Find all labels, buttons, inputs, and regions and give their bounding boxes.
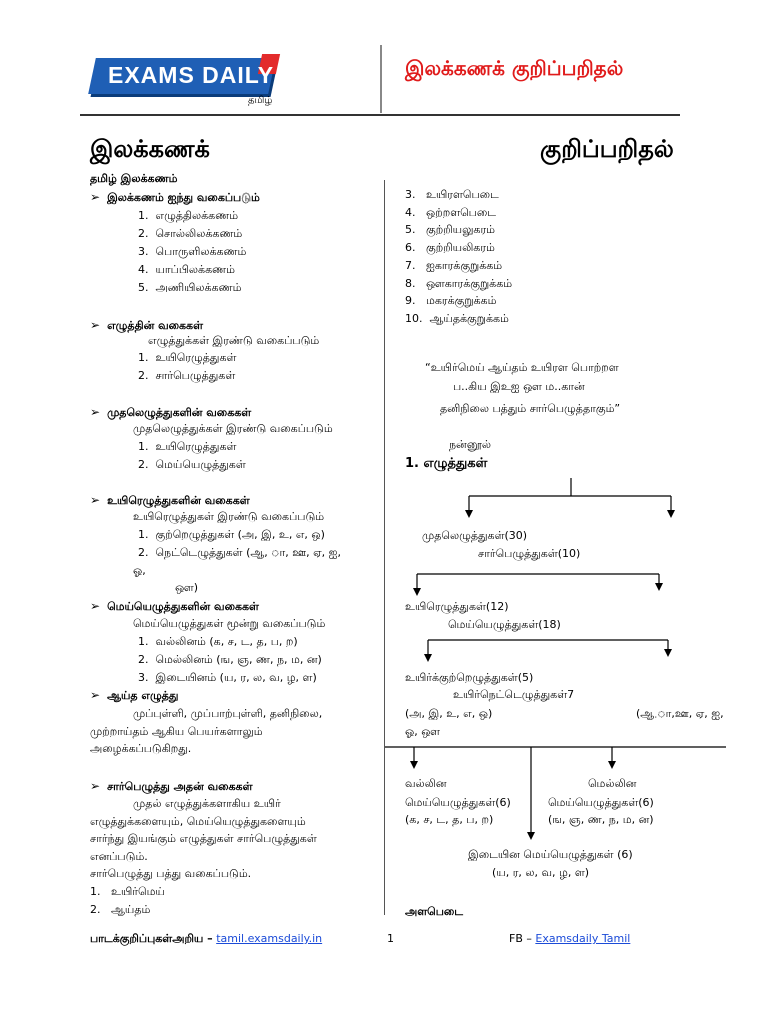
list-item: 9. மகரக்குறுக்கம்: [405, 294, 497, 307]
list-item: 7. ஐகாரக்குறுக்கம்: [405, 259, 503, 272]
list-item: 1. குற்றெழுத்துகள் (அ, இ, உ, எ, ஒ): [138, 528, 325, 541]
quote-line: “உயிர்மெய் ஆய்தம் உயிரள பொற்றள: [425, 361, 619, 374]
list-item: 2. சார்பெழுத்துகள்: [138, 369, 236, 382]
list-item: 4. ஒற்றளபெடை: [405, 206, 497, 219]
list-item: 1. எழுத்திலக்கணம்: [138, 209, 239, 222]
s7-line: முதல் எழுத்துக்களாகிய உயிர்: [133, 797, 281, 810]
list-item: 2. மெய்யெழுத்துகள்: [138, 458, 246, 471]
site-link[interactable]: tamil.examsdaily.in: [216, 932, 323, 945]
list-item: 3. இடையினம் (ய, ர, ல, வ, ழ, ள): [138, 671, 317, 684]
s5-heading: ➢ மெய்யெழுத்துகளின் வகைகள்: [90, 599, 259, 613]
tree-node: உயிரெழுத்துகள்(12): [405, 600, 509, 613]
list-item: 4. யாப்பிலக்கணம்: [138, 263, 235, 276]
quote-source: நன்னூல்: [449, 438, 492, 451]
tree-node: (ங, ஞ, ண, ந, ம, ன): [548, 813, 654, 826]
footer-left: [90, 932, 322, 947]
list-item: 3. பொருளிலக்கணம்: [138, 245, 247, 258]
fb-link[interactable]: Examsdaily Tamil: [535, 932, 631, 945]
s1-heading: தமிழ் இலக்கணம்: [90, 172, 178, 185]
s7-line: சார்பெழுத்து பத்து வகைப்படும்.: [90, 867, 252, 880]
tree-node: உயிர்நெட்டெழுத்துகள்7: [453, 688, 575, 701]
s5-intro: மெய்யெழுத்துகள் மூன்று வகைப்படும்: [133, 617, 326, 630]
footer-fb-label: FB –: [509, 932, 532, 945]
s2-intro: எழுத்துக்கள் இரண்டு வகைப்படும்: [148, 334, 320, 347]
s7-line: எழுத்துக்களையும், மெய்யெழுத்துகளையும்: [90, 815, 306, 828]
tree-node: மெல்லின: [588, 777, 637, 790]
list-item: 2. மெல்லினம் (ங, ஞ, ண, ந, ம, ன): [138, 653, 322, 666]
list-item: 1. வல்லினம் (க, ச, ட, த, ப, ற): [138, 635, 298, 648]
tree-node: ஓ, ஔ: [405, 725, 440, 738]
s4-intro: உயிரெழுத்துகள் இரண்டு வகைப்படும்: [133, 510, 325, 523]
list-item: 5. குற்றியலுகரம்: [405, 223, 495, 236]
list-item: 1. உயிரெழுத்துகள்: [138, 351, 237, 364]
s2-heading: ➢ எழுத்தின் வகைகள்: [90, 318, 204, 332]
tree-node: மெய்யெழுத்துகள்(6): [548, 796, 654, 809]
tree-node: மெய்யெழுத்துகள்(6): [405, 796, 511, 809]
footer-label: பாடக்குறிப்புகள்அறிய –: [90, 932, 213, 945]
tree-node: (அ, இ, உ, எ, ஒ): [405, 707, 493, 720]
list-item: 2. சொல்லிலக்கணம்: [138, 227, 243, 240]
s1-sub-text: இலக்கணம் ஐந்து வகைப்படும்: [107, 191, 260, 204]
tree-node: வல்லின: [405, 777, 447, 790]
s4-heading: ➢ உயிரெழுத்துகளின் வகைகள்: [90, 493, 250, 507]
page-number: 1: [387, 932, 394, 945]
logo-subtitle: தமிழ்: [248, 95, 273, 106]
s7-line: சார்ந்து இயங்கும் எழுத்துகள் சார்பெழுத்துகள்: [90, 832, 317, 845]
tree-node: முதலெழுத்துகள்(30): [422, 529, 528, 542]
list-item: 1. உயிர்மெய்: [90, 885, 165, 898]
s6-line: முற்றாய்தம் ஆகிய பெயர்களாலும்: [90, 725, 263, 738]
list-item: 5. அணியிலக்கணம்: [138, 281, 242, 294]
s6-line: அழைக்கப்படுகிறது.: [90, 742, 192, 755]
list-item: 1. உயிரெழுத்துகள்: [138, 440, 237, 453]
list-item: 10. ஆய்தக்குறுக்கம்: [405, 312, 509, 325]
quote-line: ப..கிய இஉஐ ஔ ம..கான்: [453, 380, 585, 393]
list-item: 3. உயிரளபெடை: [405, 188, 499, 201]
s3-heading: ➢ முதலெழுத்துகளின் வகைகள்: [90, 405, 252, 419]
list-item-cont: ஓ,: [133, 564, 146, 577]
section-label: அளபெடை: [405, 905, 464, 918]
tree-node: சார்பெழுத்துகள்(10): [478, 547, 581, 560]
s6-line: முப்புள்ளி, முப்பாற்புள்ளி, தனிநிலை,: [133, 707, 323, 720]
page-title-left: இலக்கணக்: [90, 135, 210, 163]
quote-line: தனிநிலை பத்தும் சார்பெழுத்தாகும்”: [440, 402, 621, 415]
tree-node: மெய்யெழுத்துகள்(18): [448, 618, 561, 631]
s7-line: எனப்படும்.: [90, 850, 148, 863]
tree-node: (க, ச, ட, த, ப, ற): [405, 813, 494, 826]
page-title-right: குறிப்பறிதல்: [540, 135, 674, 163]
header-title: இலக்கணக் குறிப்பறிதல்: [405, 56, 624, 80]
list-item: 6. குற்றியலிகரம்: [405, 241, 495, 254]
tree-node: இடையின மெய்யெழுத்துகள் (6): [468, 848, 633, 861]
section-heading: 1. எழுத்துகள்: [405, 456, 488, 471]
tree-node: உயிர்க்குற்றெழுத்துகள்(5): [405, 671, 534, 684]
tree-node: (ய, ர, ல, வ, ழ, ள): [492, 866, 590, 879]
list-item: 2. ஆய்தம்: [90, 903, 151, 916]
list-item: 8. ஔகாரக்குறுக்கம்: [405, 277, 513, 290]
s7-heading: ➢ சார்பெழுத்து அதன் வகைகள்: [90, 779, 253, 793]
s6-heading: ➢ ஆய்த எழுத்து: [90, 688, 179, 702]
list-item-cont: ஔ): [175, 581, 199, 594]
s1-sub: ➢ இலக்கணம் ஐந்து வகைப்படும்: [90, 190, 260, 204]
list-item: 2. நெட்டெழுத்துகள் (ஆ, ா, ஊ, ஏ, ஐ,: [138, 546, 341, 559]
s3-intro: முதலெழுத்துக்கள் இரண்டு வகைப்படும்: [133, 422, 333, 435]
logo-text: EXAMS DAILY: [108, 62, 275, 88]
footer-right: [509, 932, 630, 945]
tree-node: (ஆ,ா,ஊ, ஏ, ஐ,: [636, 707, 724, 720]
